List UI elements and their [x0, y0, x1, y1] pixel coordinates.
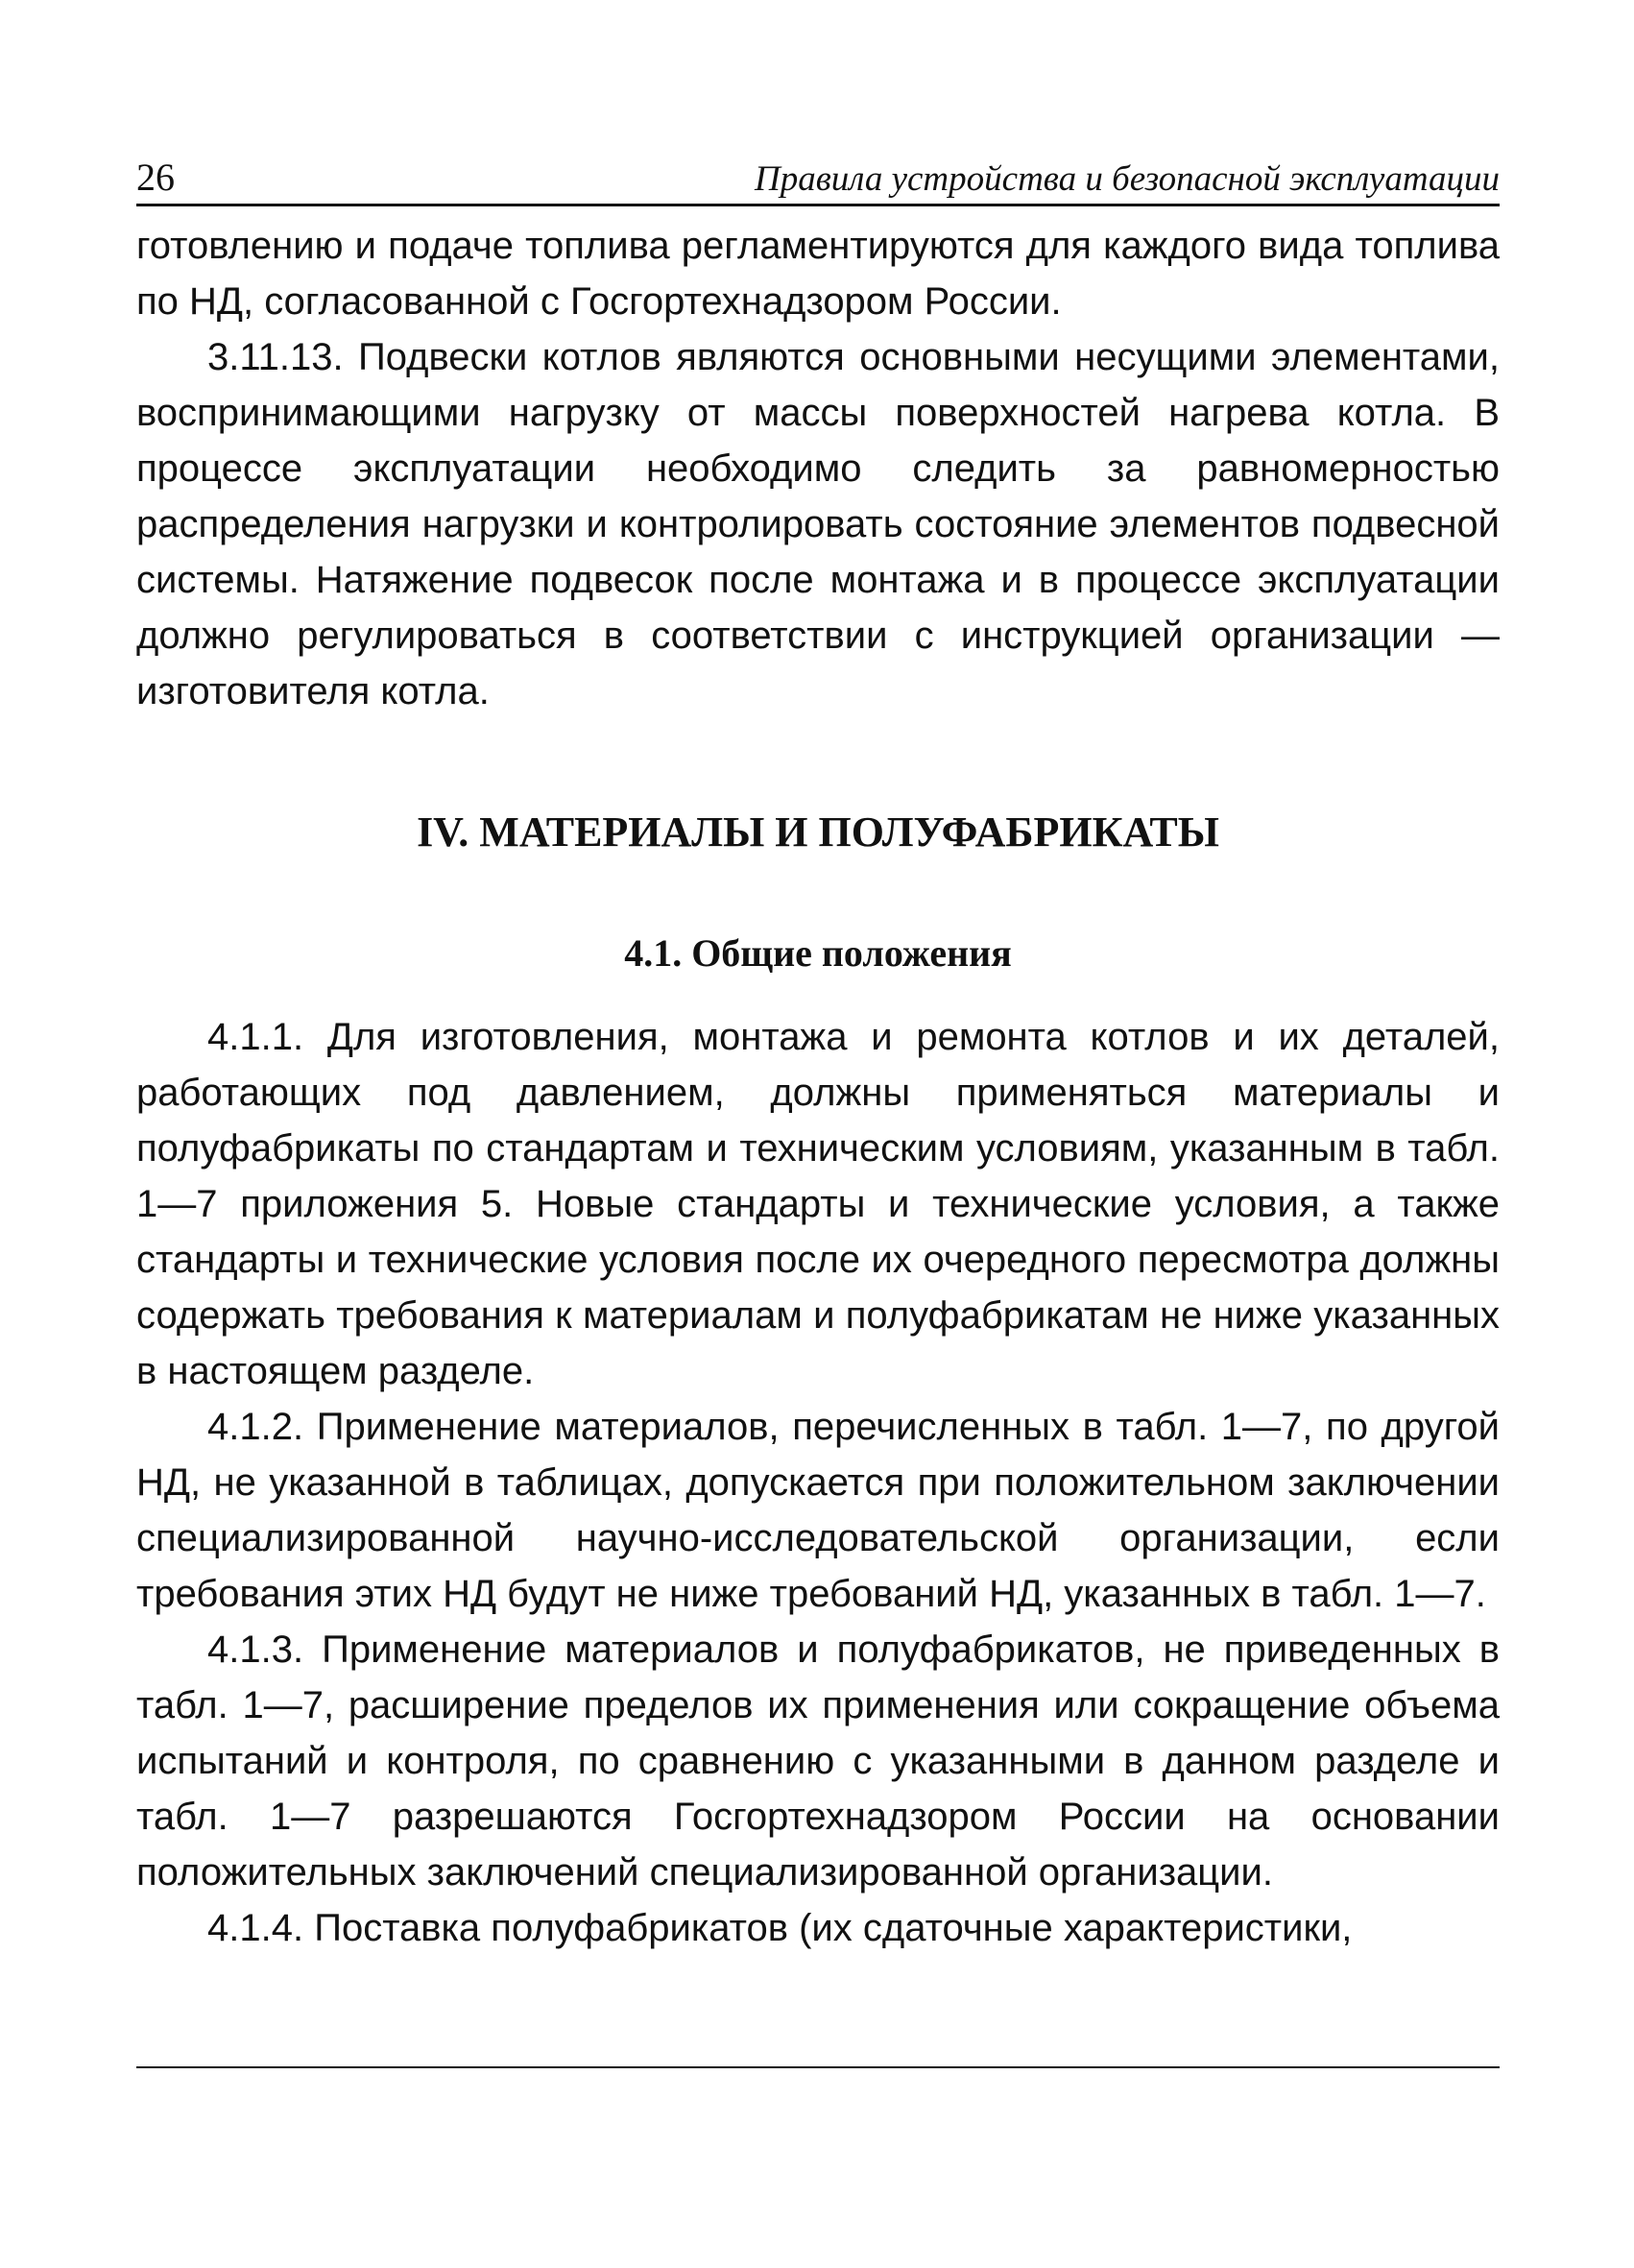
paragraph-3-11-13: 3.11.13. Подвески котлов являются основными несущими элементами, воспринимающими нагрузку от массы поверхностей нагрева котла. В процессе эксплуатации необходимо следить за равномерностью распределения нагрузки и контролировать состояние элементов подвесной системы. Натяжение подвесок после монтажа и в процессе эксплуатации должно регулироваться в соответствии с инструкцией организации — изготовителя котла. [136, 336, 1500, 712]
section-heading: IV. МАТЕРИАЛЫ И ПОЛУФАБРИКАТЫ [417, 808, 1219, 856]
paragraph-4-1-2: 4.1.2. Применение материалов, перечисленных в табл. 1—7, по другой НД, не указанной в таблицах, допускается при положительном заключении специализированной научно-исследовательской организации, если требования этих НД будут не ниже требований НД, указанных в табл. 1—7. [136, 1406, 1500, 1615]
paragraph-4-1-3: 4.1.3. Применение материалов и полуфабрикатов, не приведенных в табл. 1—7, расширение пределов их применения или сокращение объема испытаний и контроля, по сравнению с указанными в данном разделе и табл. 1—7 разрешаются Госгортехнадзором России на основании положительных заключений специализированной организации. [136, 1629, 1500, 1894]
document-page [136, 144, 1500, 1956]
running-header [136, 144, 1500, 206]
running-title: Правила устройства и безопасной эксплуатации [754, 159, 1500, 199]
bottom-rule [136, 2066, 1500, 2068]
continuation-paragraph: готовлению и подаче топлива регламентируются для каждого вида топлива по НД, согласованной с Госгортехнадзором России. [136, 225, 1500, 323]
subsection-heading: 4.1. Общие положения [624, 931, 1012, 975]
page-number: 26 [136, 156, 175, 199]
paragraph-4-1-4: 4.1.4. Поставка полуфабрикатов (их сдаточные характеристики, [207, 1907, 1353, 1949]
paragraph-4-1-1: 4.1.1. Для изготовления, монтажа и ремонта котлов и их деталей, работающих под давлением, должны применяться материалы и полуфабрикаты по стандартам и техническим условиям, указанным в табл. 1—7 приложения 5. Новые стандарты и технические условия, а также стандарты и технические условия после их очередного пересмотра должны содержать требования к материалам и полуфабрикатам не ниже указанных в настоящем разделе. [136, 1016, 1500, 1392]
